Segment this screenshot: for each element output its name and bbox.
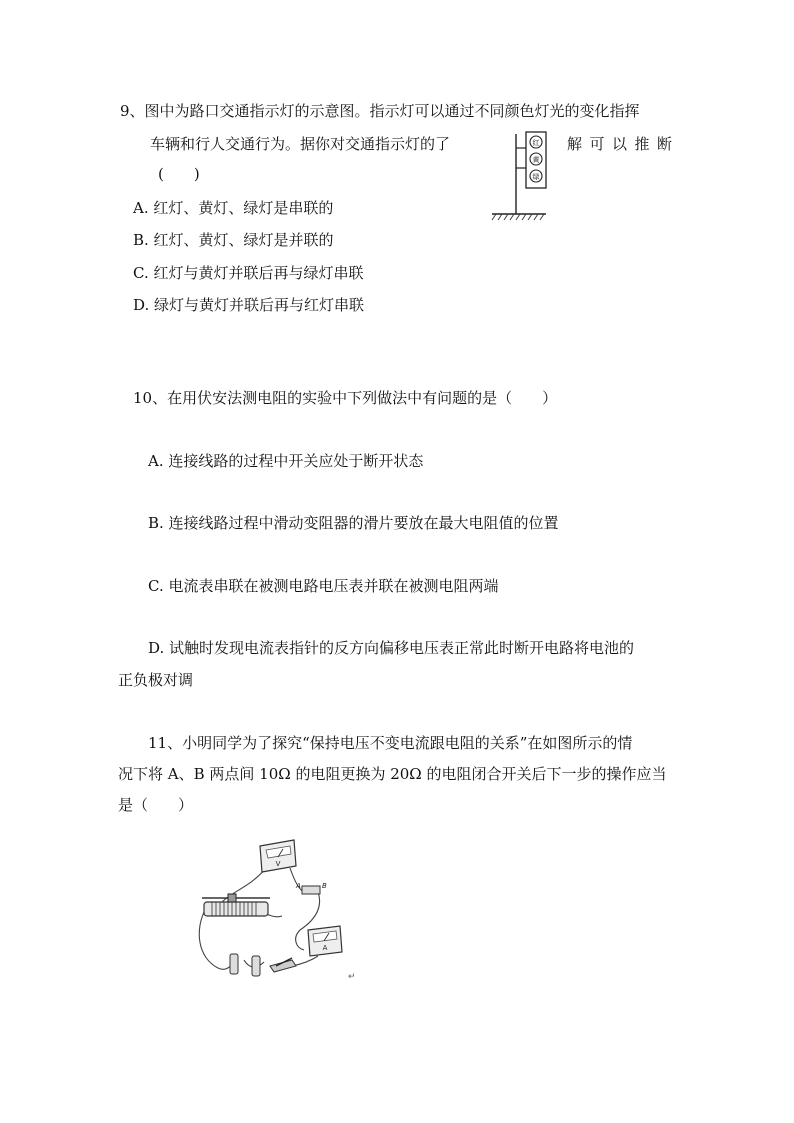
- q11-stem-line3: 是（ ）: [118, 796, 194, 814]
- q11-stem-line2: 况下将 A、B 两点间 10Ω 的电阻更换为 20Ω 的电阻闭合开关后下一步的操作应当: [118, 765, 667, 783]
- q9-option-a: A. 红灯、黄灯、绿灯是串联的: [133, 199, 334, 217]
- switch-icon: [270, 958, 296, 972]
- yellow-light-label: 黄: [532, 156, 540, 164]
- rheostat-icon: [202, 894, 270, 916]
- green-light-label: 绿: [532, 173, 540, 181]
- q9-stem-line2-right: 解 可 以 推 断: [567, 135, 672, 153]
- battery-icon: [230, 954, 260, 976]
- point-a-label: A: [296, 882, 301, 890]
- q9-stem-line2: 车辆和行人交通行为。据你对交通指示灯的了: [150, 135, 451, 153]
- point-b-label: B: [322, 882, 327, 890]
- return-mark: ↵: [348, 972, 356, 982]
- resistor-ab-icon: [295, 882, 327, 894]
- q9-option-b: B. 红灯、黄灯、绿灯是并联的: [133, 231, 334, 249]
- voltmeter-label: V: [275, 860, 281, 868]
- voltmeter-icon: [260, 840, 296, 872]
- ammeter-icon: [308, 926, 342, 956]
- red-light-label: 红: [532, 139, 540, 147]
- q9-answer-blank: ( ): [158, 165, 200, 183]
- q9-option-c: C. 红灯与黄灯并联后再与绿灯串联: [133, 264, 364, 282]
- q9-stem-line1: 9、图中为路口交通指示灯的示意图。指示灯可以通过不同颜色灯光的变化指挥: [120, 102, 640, 120]
- circuit-figure: [192, 830, 362, 985]
- traffic-light-figure: [490, 128, 550, 222]
- q9-option-d: D. 绿灯与黄灯并联后再与红灯串联: [133, 296, 365, 314]
- ammeter-label: A: [322, 944, 328, 952]
- q10-option-a: A. 连接线路的过程中开关应处于断开状态: [148, 452, 424, 470]
- q10-stem: 10、在用伏安法测电阻的实验中下列做法中有问题的是（ ）: [133, 389, 558, 407]
- q11-stem-line1: 11、小明同学为了探究“保持电压不变电流跟电阻的关系”在如图所示的情: [148, 734, 633, 752]
- q10-option-c: C. 电流表串联在被测电路电压表并联在被测电阻两端: [148, 577, 499, 595]
- q10-option-b: B. 连接线路过程中滑动变阻器的滑片要放在最大电阻值的位置: [148, 514, 559, 532]
- q10-option-d-continued: 正负极对调: [118, 671, 194, 689]
- q10-option-d: D. 试触时发现电流表指针的反方向偏移电压表正常此时断开电路将电池的: [148, 639, 635, 657]
